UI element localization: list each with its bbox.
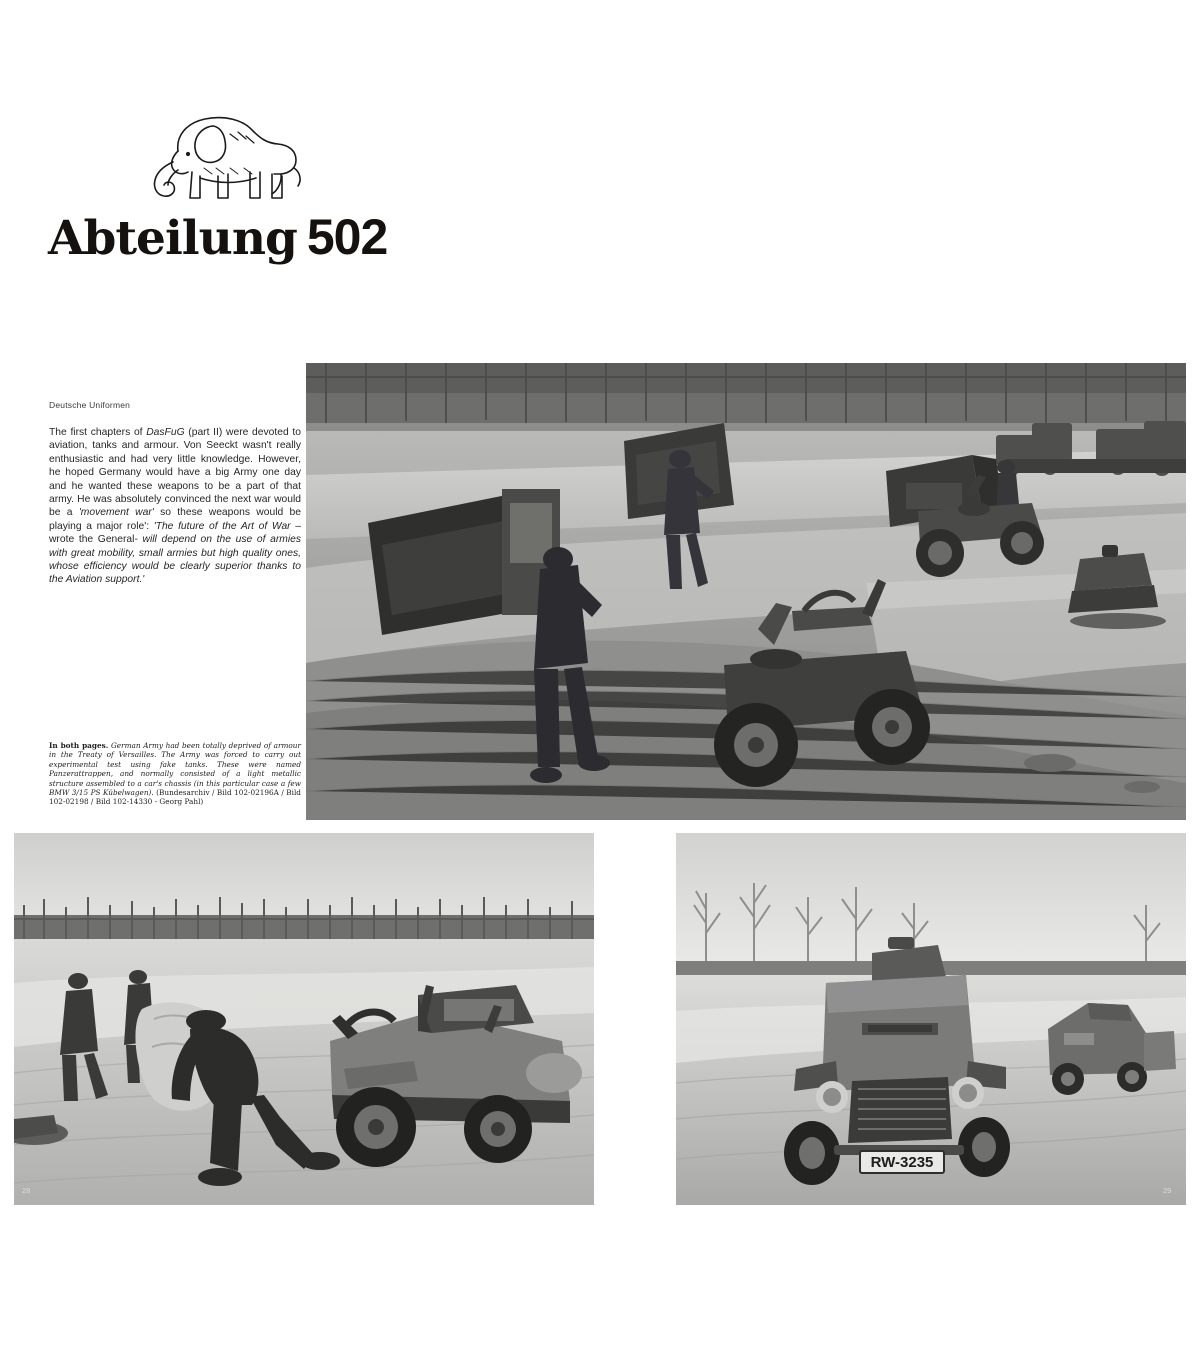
photo-bottom-left — [14, 833, 594, 1205]
photo-bottom-right — [676, 833, 1186, 1205]
masthead — [48, 100, 468, 290]
page-number-right: 29 — [1163, 1186, 1172, 1195]
article-kicker: Deutsche Uniformen — [49, 400, 131, 410]
article-text-column — [49, 400, 301, 587]
article-body: The first chapters of DasFuG (part II) were devoted to aviation, tanks and armour. Von Seeckt wasn't really enthusiastic and had very little knowledge. However, he hoped Germany would have a big Army one day and he wanted these weapons to be a part of that army. He was absolutely convinced the next war would be a 'movement war' so these weapons would be playing a major role': 'The future of the Art of War – wrote the General- will depend on the use of armies with great mobility, small armies but high quality ones, whose efficiency would be clearly superior thanks to the Aviation support.' — [49, 427, 301, 586]
photo-caption: In both pages. German Army had been totally deprived of armour in the Treaty of Versailles. The Army was forced to carry out experimental test using fake tanks. These were named Panzerattrappen, and normally consisted of a light metallic structure assembled to a car's chassis (in this particular case a few BMW 3/15 PS Kübelwagen). (Bundesarchiv / Bild 102-02196A / Bild 102-02198 / Bild 102-14330 - Georg Pahl) — [49, 741, 301, 807]
elephant-icon — [126, 110, 316, 205]
photo-top — [306, 363, 1186, 820]
licence-plate-text: RW-3235 — [870, 1154, 934, 1171]
brand-word: Abteilung — [48, 211, 297, 266]
page-title — [48, 208, 468, 268]
brand-number: 502 — [306, 209, 388, 265]
page-number-left: 28 — [22, 1186, 31, 1195]
